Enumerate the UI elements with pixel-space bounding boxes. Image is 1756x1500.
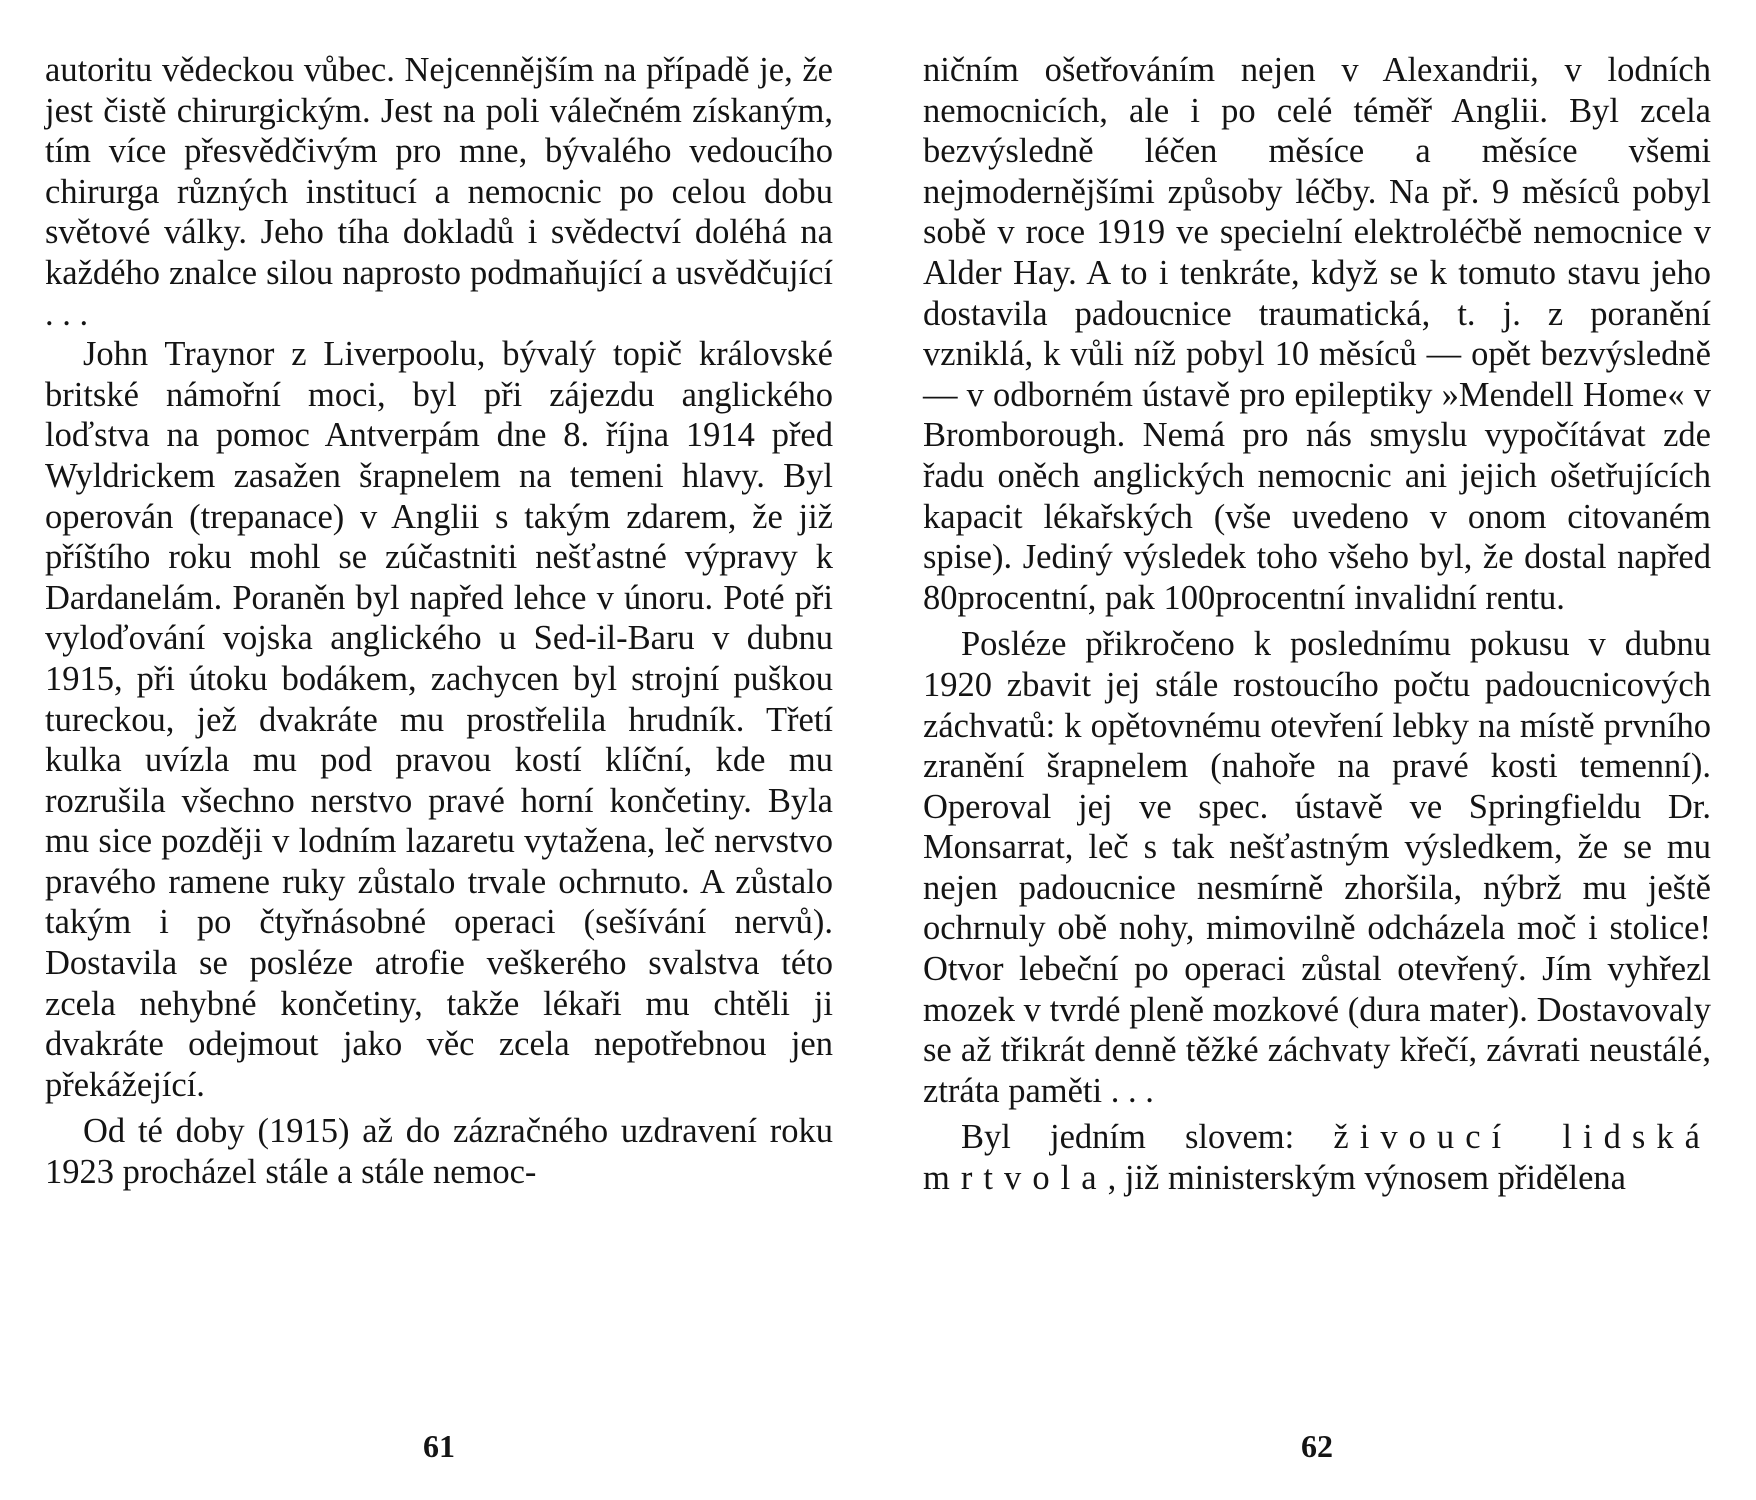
paragraph: autoritu vědeckou vůbec. Nejcennějším na případě je, že jest čistě chirurgickým. Jest na poli válečném získaným, tím více přesvědčivým pro mne, bývalého vedoucího chirurga různých institucí a nemocnic po celou dobu světové války. Jeho tíha dokladů i svědectví doléhá na každého znalce silou naprosto podmaňující a usvědčující . . . xyxy=(45,51,833,333)
paragraph-tail: , již ministerským výnosem přidělena xyxy=(1107,1159,1626,1198)
paragraph-lead: Byl jedním slovem: xyxy=(961,1118,1295,1157)
page-number: 61 xyxy=(423,1428,455,1464)
paragraph: Posléze přikročeno k poslednímu pokusu v dubnu 1920 zbavit jej stále rostoucího počtu padoucnicových záchvatů: k opětovnému otevření lebky na místě prvního zranění šrapnelem (nahoře na pravé kosti temenní). Operoval jej ve spec. ústavě ve Springfieldu Dr. Monsarrat, leč s tak nešťastným výsledkem, že se mu nejen padoucnice nesmírně zhoršila, nýbrž mu ještě ochrnuly obě nohy, mimovilně odcházela moč i stolice! Otvor lebeční po operaci zůstal otevřený. Jím vyhřezl mozek v tvrdé pleně mozkové (dura mater). Dostavovaly se až třikrát denně těžké záchvaty křečí, závrati neustálé, ztráta paměti . . . xyxy=(923,625,1711,1110)
spaced-emphasis: živoucí lidská mrtvola xyxy=(923,1118,1711,1198)
left-page xyxy=(45,50,833,1464)
paragraph: John Traynor z Liverpoolu, bývalý topič královské britské námořní moci, byl při zájezdu anglického loďstva na pomoc Antverpám dne 8. října 1914 před Wyldrickem zasažen šrapnelem na temeni hlavy. Byl operován (trepanace) v Anglii s takým zdarem, že již příštího roku mohl se zúčastniti nešťastné výpravy k Dardanelám. Poraněn byl napřed lehce v únoru. Poté při vyloďování vojska anglického u Sed-il-Baru v dubnu 1915, při útoku bodákem, zachycen byl strojní puškou tureckou, jež dvakráte mu prostřelila hrudník. Třetí kulka uvízla mu pod pravou kostí klíční, kde mu rozrušila všechno nerstvo pravé horní končetiny. Byla mu sice později v lodním lazaretu vytažena, leč nervstvo pravého ramene ruky zůstalo trvale ochrnuto. A zůstalo takým i po čtyřnásobné operaci (sešívání nervů). Dostavila se posléze atrofie veškerého svalstva této zcela nehybné končetiny, takže lékaři mu chtěli ji dvakráte odejmout jako věc zcela nepotřebnou jen překážející. xyxy=(45,335,833,1104)
page-number: 62 xyxy=(1301,1428,1333,1464)
left-page-text xyxy=(45,50,833,1193)
right-page-text xyxy=(923,50,1711,1199)
right-page xyxy=(923,50,1711,1464)
paragraph: Od té doby (1915) až do zázračného uzdravení roku 1923 procházel stále a stále nemoc- xyxy=(45,1112,833,1192)
paragraph-emphasis xyxy=(923,1117,1711,1198)
paragraph: ničním ošetřováním nejen v Alexandrii, v lodních nemocnicích, ale i po celé téměř Anglii. Byl zcela bezvýsledně léčen měsíce a měsíce všemi nejmodernějšími způsoby léčby. Na př. 9 měsíců pobyl sobě v roce 1919 ve specielní elektroléčbě nemocnice v Alder Hay. A to i tenkráte, když se k tomuto stavu jeho dostavila padoucnice traumatická, t. j. z poranění vzniklá, k vůli níž pobyl 10 měsíců — opět bezvýsledně — v odborném ústavě pro epileptiky »Mendell Home« v Bromborough. Nemá pro nás smyslu vypočítávat zde řadu oněch anglických nemocnic ani jejich ošetřujících kapacit lékařských (vše uvedeno v onom citovaném spise). Jediný výsledek toho všeho byl, že dostal napřed 80procentní, pak 100procentní invalidní rentu. xyxy=(923,51,1711,617)
